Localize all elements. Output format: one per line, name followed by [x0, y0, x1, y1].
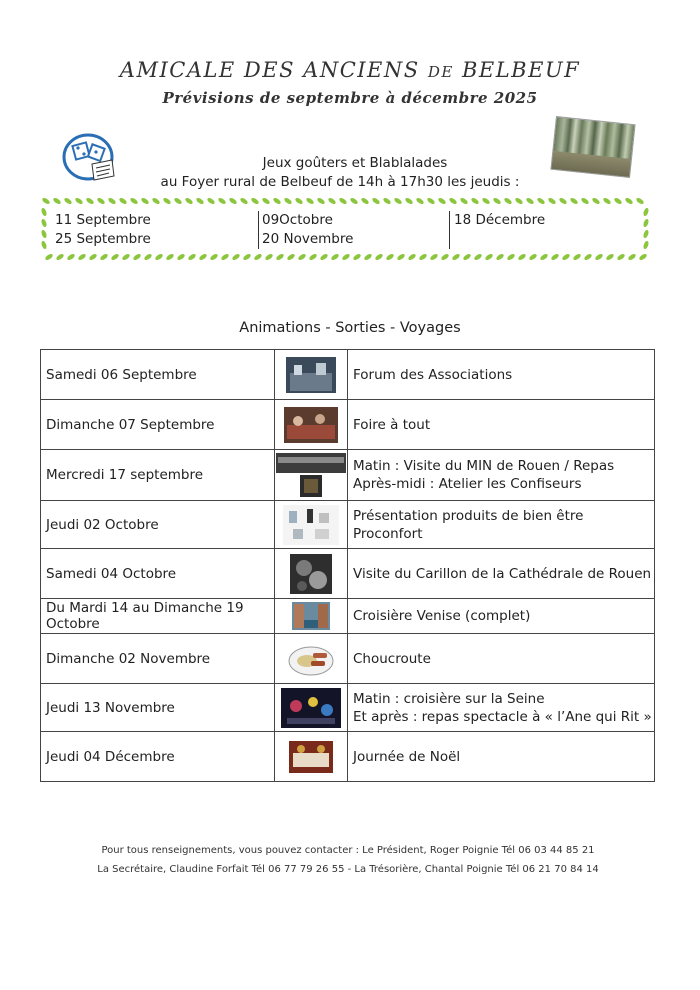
carillon-photo	[290, 554, 332, 594]
event-date: Mercredi 17 septembre	[41, 450, 275, 501]
date-item: 09Octobre	[262, 212, 333, 228]
choucroute-photo	[287, 641, 335, 677]
products-photo	[283, 505, 339, 545]
event-photo-cell	[275, 599, 348, 634]
thursday-column-3	[454, 211, 545, 230]
activity-line: Présentation produits de bien être	[353, 507, 584, 524]
market-photo	[276, 453, 346, 497]
date-item: 25 Septembre	[55, 231, 151, 247]
activity-line: Journée de Noël	[353, 748, 461, 765]
date-item: 20 Novembre	[262, 231, 354, 247]
event-photo-cell	[275, 350, 348, 400]
event-photo-cell	[275, 450, 348, 501]
event-date: Dimanche 02 Novembre	[41, 634, 275, 684]
event-date: Jeudi 13 Novembre	[41, 684, 275, 732]
document-subtitle: Prévisions de septembre à décembre 2025	[162, 89, 538, 107]
table-row	[41, 400, 655, 450]
table-row	[41, 684, 655, 732]
event-date: Samedi 04 Octobre	[41, 549, 275, 599]
event-date: Du Mardi 14 au Dimanche 19 Octobre	[41, 599, 275, 634]
activity-line: Croisière Venise (complet)	[353, 608, 531, 624]
date-item: 18 Décembre	[454, 212, 546, 228]
flea-market-photo	[284, 407, 338, 443]
forum-photo	[286, 357, 336, 393]
activity-line: Après-midi : Atelier les Confiseurs	[353, 476, 582, 492]
event-photo-cell	[275, 634, 348, 684]
venice-photo	[292, 602, 330, 630]
table-row	[41, 350, 655, 400]
intro-line-2: au Foyer rural de Belbeuf de 14h à 17h30 les jeudis :	[160, 174, 520, 190]
event-photo-cell	[275, 549, 348, 599]
intro-line-1: Jeux goûters et Blablalades	[262, 155, 448, 171]
table-row	[41, 501, 655, 549]
event-activity	[348, 501, 655, 549]
thursday-column-1	[55, 211, 151, 249]
column-divider	[449, 211, 450, 249]
activity-line: Foire à tout	[353, 416, 431, 433]
footer-contact-1: Pour tous renseignements, vous pouvez contacter : Le Président, Roger Poignie Tél 06 03 44 85 21	[101, 845, 595, 856]
thursday-column-2	[262, 211, 353, 249]
event-date: Jeudi 04 Décembre	[41, 732, 275, 782]
table-row	[41, 450, 655, 501]
section-title: Animations - Sorties - Voyages	[239, 320, 461, 336]
date-item: 11 Septembre	[55, 212, 151, 228]
event-date: Dimanche 07 Septembre	[41, 400, 275, 450]
activity-line: Matin : Visite du MIN de Rouen / Repas	[353, 458, 615, 474]
event-photo-cell	[275, 501, 348, 549]
column-divider	[258, 211, 259, 249]
table-row	[41, 732, 655, 782]
event-activity	[348, 732, 655, 782]
event-date: Samedi 06 Septembre	[41, 350, 275, 400]
event-activity	[348, 549, 655, 599]
event-date: Jeudi 02 Octobre	[41, 501, 275, 549]
events-table	[40, 349, 655, 782]
event-photo-cell	[275, 732, 348, 782]
event-activity	[348, 599, 655, 634]
event-activity	[348, 684, 655, 732]
event-activity	[348, 450, 655, 501]
activity-line: Matin : croisière sur la Seine	[353, 690, 545, 707]
activity-line: Forum des Associations	[353, 366, 513, 383]
activity-line: Proconfort	[353, 525, 423, 542]
christmas-photo	[289, 741, 333, 773]
event-activity	[348, 350, 655, 400]
event-activity	[348, 634, 655, 684]
table-row	[41, 634, 655, 684]
activity-line: Visite du Carillon de la Cathédrale de Rouen	[353, 565, 652, 582]
activity-line: Et après : repas spectacle à « l’Ane qui Rit »	[353, 708, 652, 725]
show-photo	[281, 688, 341, 728]
event-activity	[348, 400, 655, 450]
document-title: AMICALE DES ANCIENS de BELBEUF	[119, 58, 581, 82]
activity-line: Choucroute	[353, 650, 431, 667]
event-photo-cell	[275, 400, 348, 450]
table-row	[41, 599, 655, 634]
event-photo-cell	[275, 684, 348, 732]
table-row	[41, 549, 655, 599]
footer-contact-2: La Secrétaire, Claudine Forfait Tél 06 77 79 26 55 - La Trésorière, Chantal Poignie Tél 06 21 70 84 14	[97, 864, 599, 875]
